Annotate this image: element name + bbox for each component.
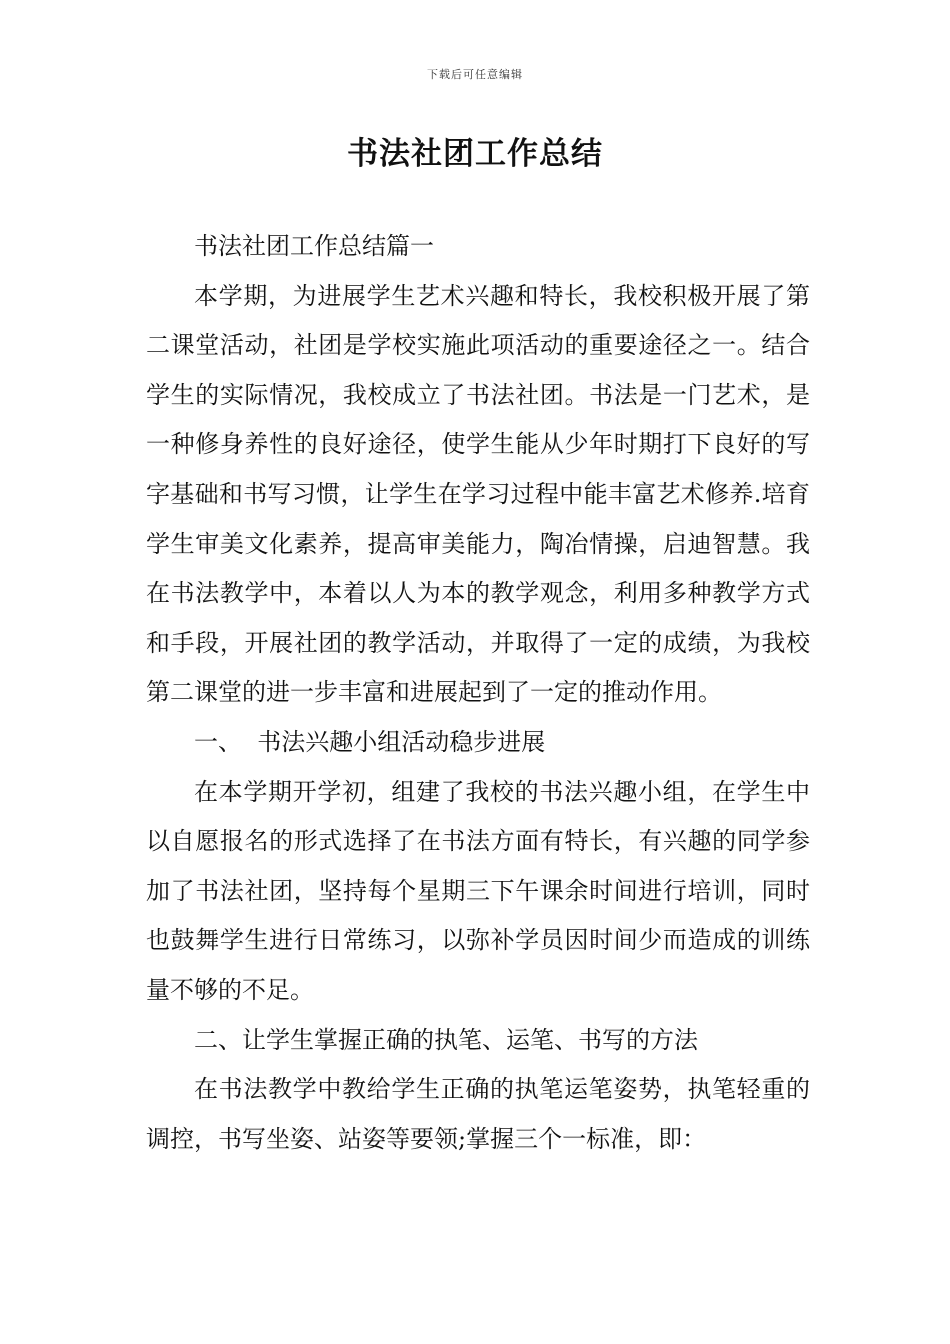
document-title: 书法社团工作总结 — [347, 136, 603, 172]
section-heading: 二、让学生掌握正确的执笔、运笔、书写的方法 — [194, 1025, 698, 1054]
document-body — [146, 222, 810, 1164]
body-paragraph: 本学期，为进展学生艺术兴趣和特长，我校积极开展了第二课堂活动，社团是学校实施此项活动的重要途径之一。结合学生的实际情况，我校成立了书法社团。书法是一门艺术，是一种修身养性的良好途径，使学生能从少年时期打下良好的写字基础和书写习惯，让学生在学习过程中能丰富艺术修养.培育学生审美文化素养，提高审美能力，陶冶情操，启迪智慧。我在书法教学中，本着以人为本的教学观念，利用多种教学方式和手段，开展社团的教学活动，并取得了一定的成绩，为我校第二课堂的进一步丰富和进展起到了一定的推动作用。 — [146, 281, 810, 707]
header-note: 下载后可任意编辑 — [427, 68, 523, 81]
body-paragraph: 在书法教学中教给学生正确的执笔运笔姿势，执笔轻重的调控，书写坐姿、站姿等要领;掌握三个一标准，即： — [146, 1075, 810, 1153]
body-paragraph: 在本学期开学初，组建了我校的书法兴趣小组，在学生中以自愿报名的形式选择了在书法方面有特长，有兴趣的同学参加了书法社团，坚持每个星期三下午课余时间进行培训，同时也鼓舞学生进行日常练习，以弥补学员因时间少而造成的训练量不够的不足。 — [146, 777, 810, 1004]
section-heading: 书法社团工作总结篇一 — [194, 232, 434, 260]
section-heading: 一、 书法兴趣小组活动稳步进展 — [194, 727, 546, 756]
